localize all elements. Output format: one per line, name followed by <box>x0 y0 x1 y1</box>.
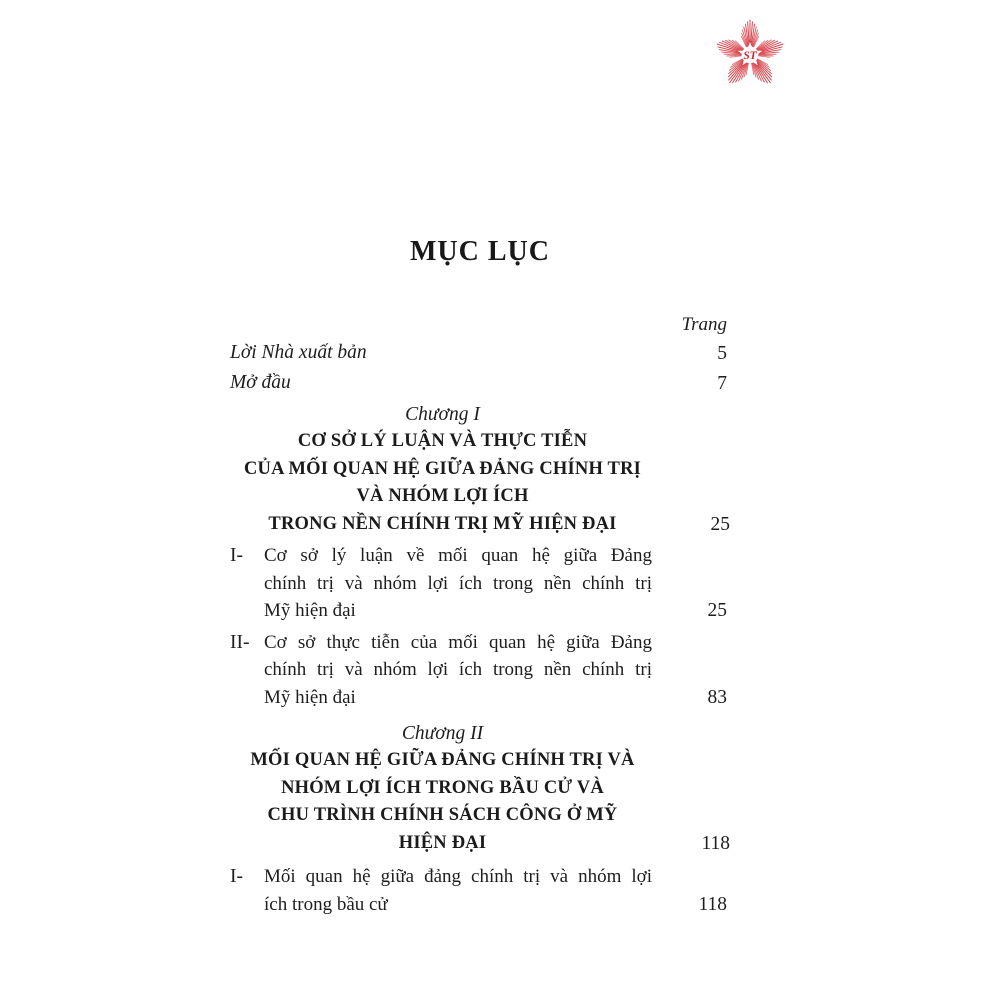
section-numeral: II- <box>230 631 250 653</box>
toc-entry-section <box>230 629 730 712</box>
page-title: MỤC LỤC <box>410 236 550 267</box>
page-number: 25 <box>707 600 727 621</box>
section-title-line: Mối quan hệ giữa đảng chính trị và nhóm lợi <box>264 866 652 887</box>
chapter-title-line: CƠ SỞ LÝ LUẬN VÀ THỰC TIỄN <box>297 431 588 451</box>
toc-entry-front-matter <box>230 338 730 368</box>
entry-label: Lời Nhà xuất bản <box>230 342 367 363</box>
page-column-header: Trang <box>681 314 727 335</box>
section-title-line: chính trị và nhóm lợi ích trong nền chính trị <box>264 572 652 594</box>
chapter-title-line: CỦA MỐI QUAN HỆ GIỮA ĐẢNG CHÍNH TRỊ <box>243 458 642 479</box>
chapter-label: Chương II <box>401 723 484 744</box>
toc-entry-section <box>230 863 730 918</box>
toc-entry-chapter-2 <box>230 720 730 857</box>
page-number: 118 <box>701 832 730 854</box>
chapter-title-line: TRONG NỀN CHÍNH TRỊ MỸ HIỆN ĐẠI <box>268 513 617 534</box>
section-numeral: I- <box>230 866 243 887</box>
chapter-title-line: MỐI QUAN HỆ GIỮA ĐẢNG CHÍNH TRỊ VÀ <box>250 750 635 770</box>
toc-entry-front-matter <box>230 368 730 398</box>
toc-entry-chapter-1 <box>230 401 730 538</box>
section-title-line: chính trị và nhóm lợi ích trong nền chính trị <box>264 659 652 680</box>
chapter-title-line: VÀ NHÓM LỢI ÍCH <box>356 486 529 506</box>
star-burst-icon <box>712 16 788 92</box>
section-title-line: Cơ sở lý luận về mối quan hệ giữa Đảng <box>264 545 652 566</box>
toc-entry-section <box>230 542 730 625</box>
page-number: 5 <box>717 343 727 364</box>
entry-label: Mở đầu <box>230 371 291 393</box>
logo-monogram: ST <box>743 49 757 62</box>
section-title-line: Mỹ hiện đại <box>264 600 356 621</box>
section-title-line: ích trong bầu cử <box>264 893 388 915</box>
page-number: 25 <box>710 513 730 535</box>
publisher-star-logo <box>712 16 788 92</box>
table-of-contents <box>230 236 730 918</box>
page-number: 118 <box>698 893 727 915</box>
section-title-line: Cơ sở thực tiễn của mối quan hệ giữa Đảng <box>264 631 652 653</box>
page-number: 7 <box>717 372 727 394</box>
section-title-line: Mỹ hiện đại <box>264 686 356 708</box>
section-numeral: I- <box>230 545 243 566</box>
chapter-label: Chương I <box>405 404 480 425</box>
chapter-title-line: NHÓM LỢI ÍCH TRONG BẦU CỬ VÀ <box>281 777 604 798</box>
chapter-title-line: HIỆN ĐẠI <box>398 832 487 853</box>
page-number: 83 <box>707 686 727 708</box>
chapter-title-line: CHU TRÌNH CHÍNH SÁCH CÔNG Ở MỸ <box>267 805 618 825</box>
